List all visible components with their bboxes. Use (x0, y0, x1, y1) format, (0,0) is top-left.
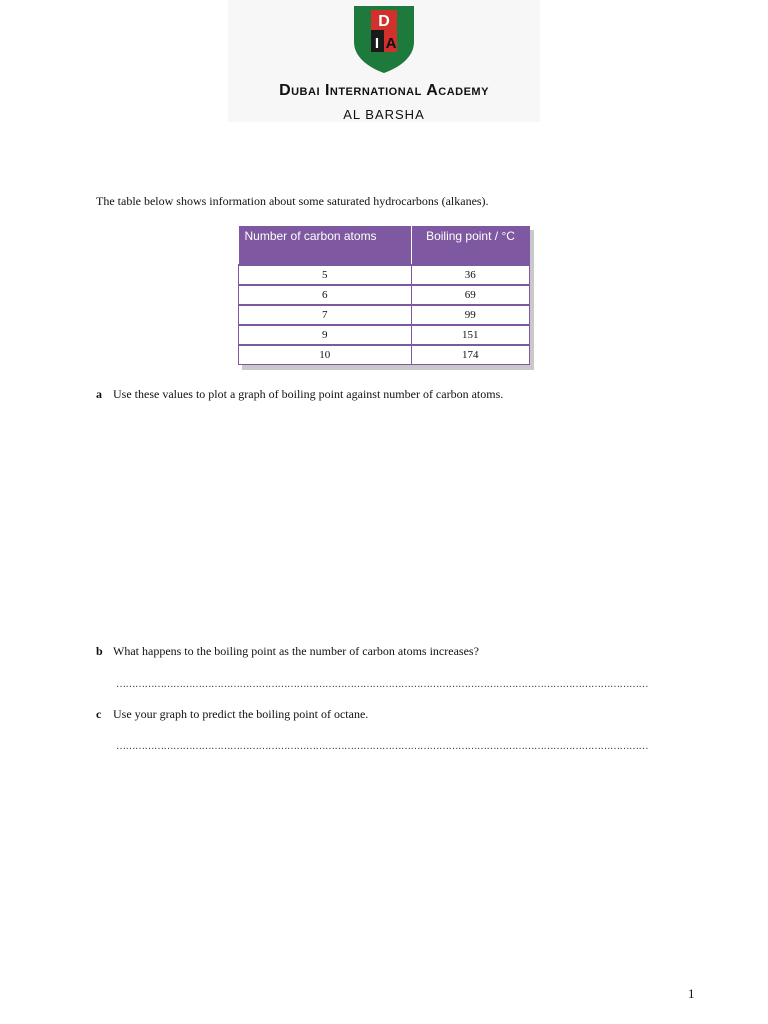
question-text: Use your graph to predict the boiling point of octane. (113, 707, 369, 721)
carbon-atoms-cell: 6 (239, 285, 412, 305)
carbon-atoms-cell: 9 (239, 325, 412, 345)
school-name: Dubai International Academy (279, 82, 489, 99)
question-letter: b (96, 644, 103, 658)
boiling-point-cell: 36 (411, 265, 530, 285)
header-carbon-atoms: Number of carbon atoms (239, 226, 412, 265)
boiling-point-cell: 69 (411, 285, 530, 305)
header-boiling-point: Boiling point / °C (411, 226, 530, 265)
carbon-atoms-cell: 7 (239, 305, 412, 325)
boiling-point-cell: 99 (411, 305, 530, 325)
table-row (239, 305, 530, 325)
boiling-point-cell: 174 (411, 345, 530, 365)
question-letter: a (96, 387, 102, 401)
answer-line-b[interactable]: …………………………………………………………………………………………………………………………………………………… (116, 679, 648, 690)
boiling-point-cell: 151 (411, 325, 530, 345)
logo-letter-d: D (378, 13, 390, 30)
table-row (239, 265, 530, 285)
question-b (96, 644, 479, 659)
table-row (239, 325, 530, 345)
school-subtitle: AL BARSHA (343, 107, 425, 122)
logo-letter-a: A (385, 35, 397, 52)
answer-line-c[interactable]: …………………………………………………………………………………………………………………………………………………… (116, 741, 648, 752)
alkane-table (238, 226, 530, 365)
logo-letter-i: I (374, 35, 380, 52)
carbon-atoms-cell: 5 (239, 265, 412, 285)
question-c (96, 707, 368, 722)
table-row (239, 285, 530, 305)
question-text: Use these values to plot a graph of boiling point against number of carbon atoms. (113, 387, 504, 401)
question-text: What happens to the boiling point as the number of carbon atoms increases? (113, 644, 479, 658)
question-letter: c (96, 707, 102, 721)
carbon-atoms-cell: 10 (239, 345, 412, 365)
intro-text: The table below shows information about some saturated hydrocarbons (alkanes). (96, 194, 489, 208)
page-number: 1 (688, 986, 695, 1001)
question-a (96, 387, 503, 402)
table-row (239, 345, 530, 365)
school-logo (350, 4, 418, 74)
